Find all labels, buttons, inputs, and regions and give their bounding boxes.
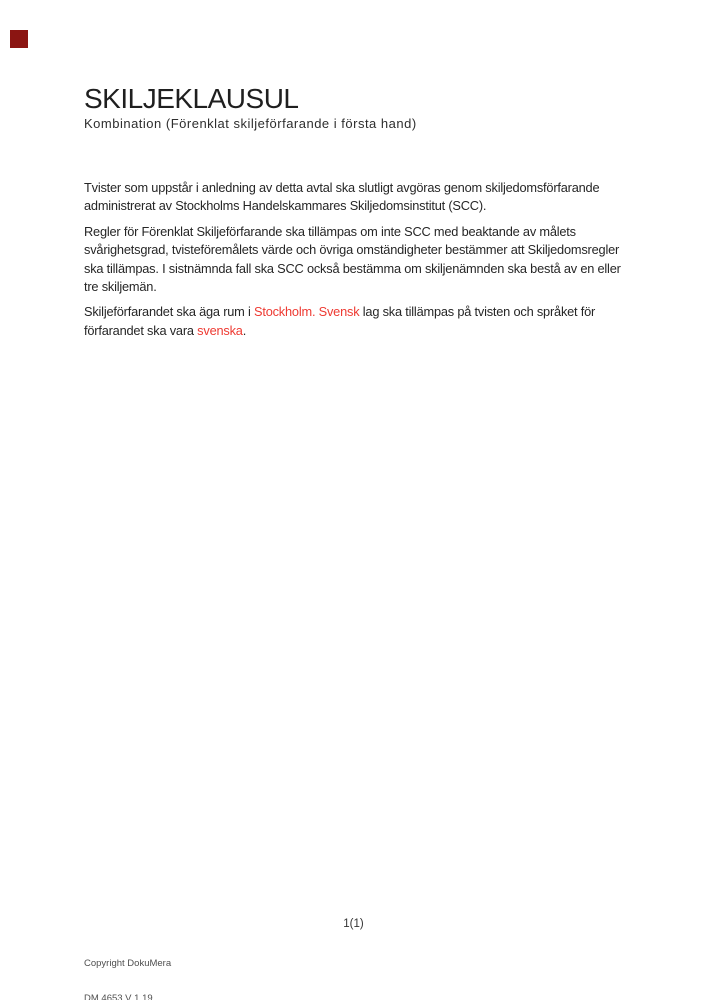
text-segment: förfarandet ska vara: [84, 322, 198, 338]
text-segment: Regler för Förenklat Skiljeförfarande ska tillämpas om inte SCC med beaktande av målets: [84, 223, 576, 239]
paragraph: [84, 223, 621, 297]
text-segment: lag ska tillämpas på tvisten och språket för: [359, 304, 596, 320]
text-line: [84, 223, 621, 241]
copyright-line: Copyright DokuMera: [84, 957, 172, 969]
text-segment: tre skiljemän.: [84, 278, 157, 294]
text-line: [84, 197, 621, 215]
text-line: [84, 260, 621, 278]
text-segment: svårighetsgrad, tvisteföremålets värde och övriga omständigheter bestämmer att Skiljedomsregler: [84, 242, 620, 258]
document-id-line: DM 4653 V 1.19: [84, 992, 153, 1000]
template-field-red-text: svenska: [197, 322, 243, 338]
text-line: [84, 241, 621, 259]
text-line: [84, 303, 621, 321]
text-line: [84, 278, 621, 296]
footer-page-number: 1(1): [343, 918, 364, 930]
text-segment: Skiljeförfarandet ska äga rum i: [84, 304, 254, 320]
brand-mark-square: [10, 30, 28, 48]
page-title: SKILJEKLAUSUL: [84, 83, 299, 114]
page-subtitle: Kombination (Förenklat skiljeförfarande i första hand): [84, 116, 417, 131]
paragraph: [84, 303, 621, 340]
text-segment: ska tillämpas. I sistnämnda fall ska SCC också bestämma om skiljenämnden ska bestå av en eller: [84, 260, 621, 276]
template-field-red-text: Stockholm. Svensk: [254, 304, 360, 320]
text-line: [84, 179, 621, 197]
footer-copyright: [84, 934, 171, 1000]
text-segment: .: [242, 322, 247, 338]
text-segment: administrerat av Stockholms Handelskammares Skiljedomsinstitut (SCC).: [84, 198, 487, 214]
text-line: [84, 322, 621, 340]
text-segment: Tvister som uppstår i anledning av detta avtal ska slutligt avgöras genom skiljedomsförfarande: [84, 180, 600, 195]
document-body: [84, 179, 621, 347]
paragraph: [84, 179, 621, 216]
